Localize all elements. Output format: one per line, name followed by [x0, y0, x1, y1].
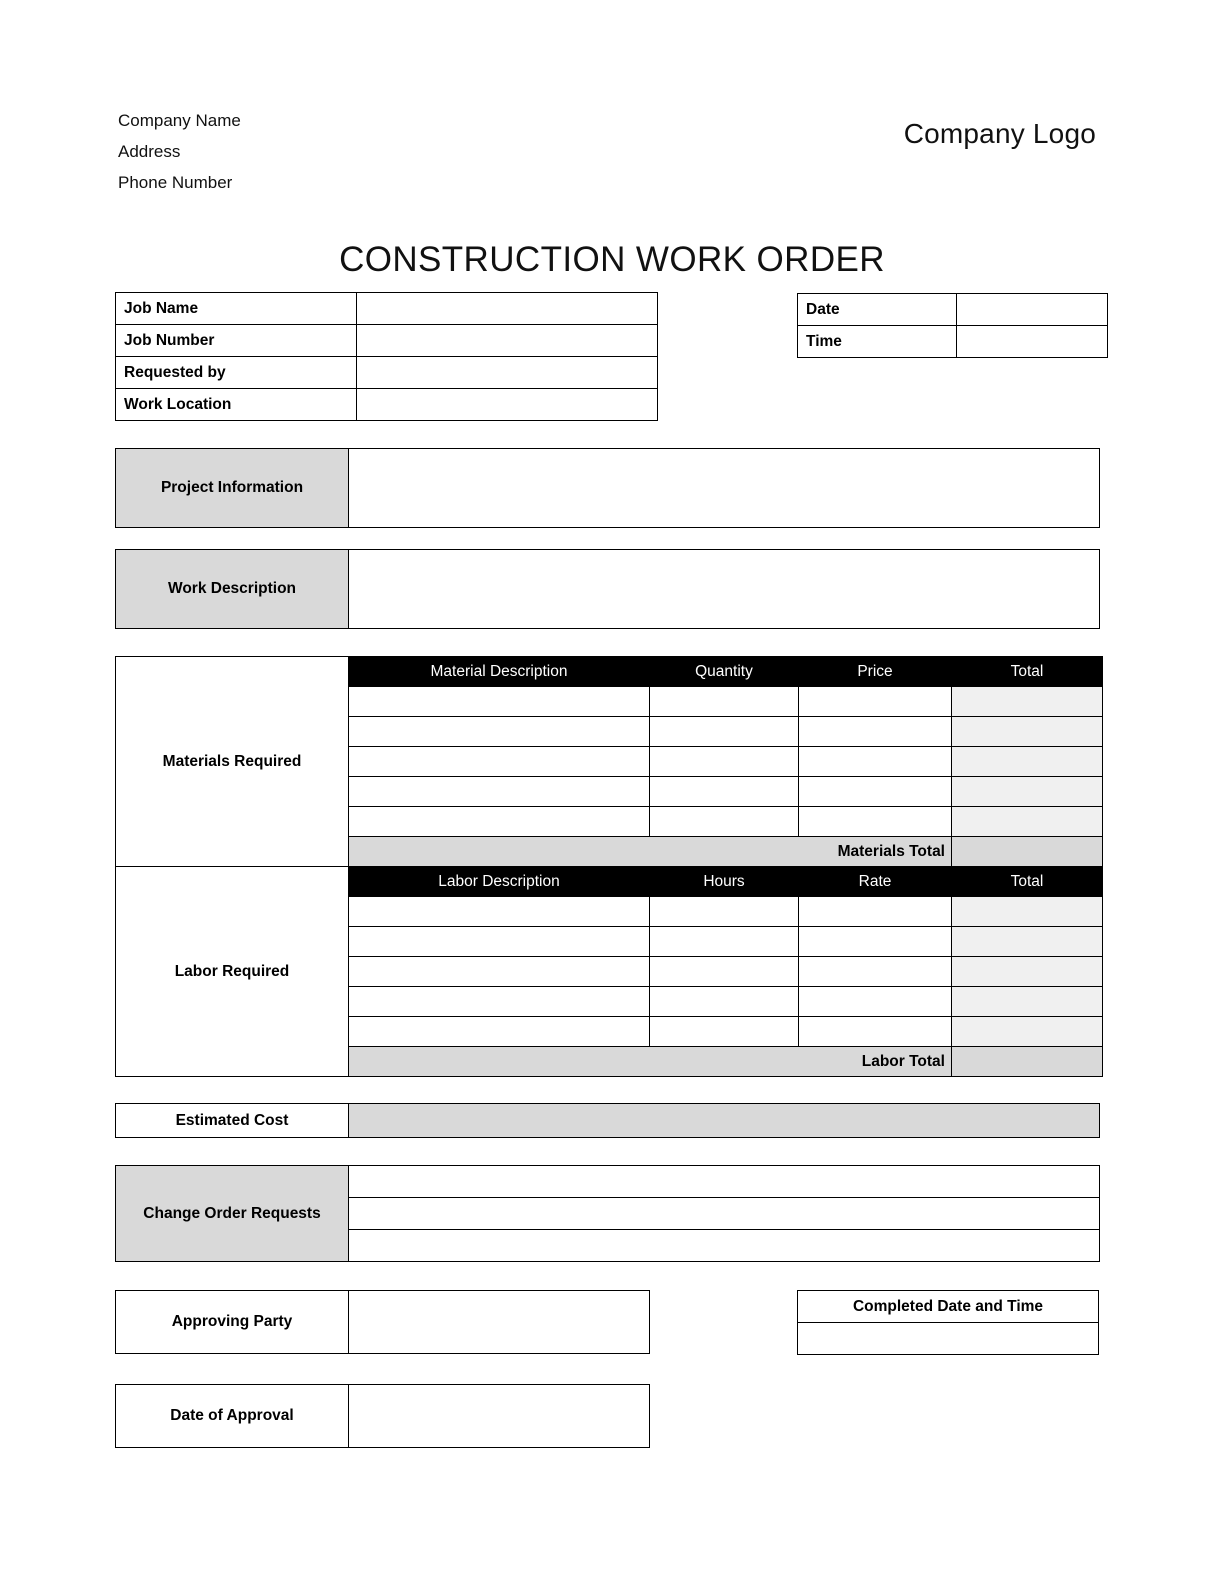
material-quantity-cell[interactable] — [650, 777, 799, 807]
estimated-cost-table — [115, 1103, 1100, 1138]
letterhead — [118, 105, 638, 198]
table-row — [116, 389, 658, 421]
labor-total-cell[interactable] — [952, 927, 1103, 957]
table-row — [116, 1166, 1100, 1198]
date-field[interactable] — [957, 294, 1108, 326]
material-quantity-cell[interactable] — [650, 717, 799, 747]
company-name: Company Name — [118, 111, 241, 130]
materials-col-total: Total — [952, 657, 1103, 687]
table-row — [116, 357, 658, 389]
labor-hours-cell[interactable] — [650, 897, 799, 927]
approving-party-field[interactable] — [349, 1291, 650, 1354]
change-order-line[interactable] — [349, 1166, 1100, 1198]
datetime-table — [797, 293, 1108, 358]
work-location-label: Work Location — [116, 389, 357, 421]
material-total-cell[interactable] — [952, 777, 1103, 807]
labor-required-label: Labor Required — [116, 867, 349, 1077]
job-name-label: Job Name — [116, 293, 357, 325]
completed-datetime-label: Completed Date and Time — [798, 1291, 1099, 1323]
date-of-approval-label: Date of Approval — [116, 1385, 349, 1448]
project-information-table — [115, 448, 1100, 528]
time-field[interactable] — [957, 326, 1108, 358]
materials-total-label: Materials Total — [349, 837, 952, 867]
table-row — [116, 1104, 1100, 1138]
company-logo-placeholder: Company Logo — [903, 118, 1096, 149]
date-of-approval-field[interactable] — [349, 1385, 650, 1448]
labor-total-cell[interactable] — [952, 957, 1103, 987]
material-description-cell[interactable] — [349, 747, 650, 777]
completed-datetime-table — [797, 1290, 1099, 1355]
labor-col-description: Labor Description — [349, 867, 650, 897]
labor-total-label: Labor Total — [349, 1047, 952, 1077]
job-name-field[interactable] — [357, 293, 658, 325]
material-quantity-cell[interactable] — [650, 807, 799, 837]
requested-by-label: Requested by — [116, 357, 357, 389]
material-description-cell[interactable] — [349, 807, 650, 837]
date-label: Date — [798, 294, 957, 326]
material-total-cell[interactable] — [952, 807, 1103, 837]
materials-total-value[interactable] — [952, 837, 1103, 867]
labor-header-row — [116, 867, 1103, 897]
table-row — [116, 449, 1100, 528]
labor-hours-cell[interactable] — [650, 1017, 799, 1047]
table-row — [798, 294, 1108, 326]
labor-total-cell[interactable] — [952, 987, 1103, 1017]
table-row — [798, 326, 1108, 358]
labor-hours-cell[interactable] — [650, 987, 799, 1017]
material-total-cell[interactable] — [952, 717, 1103, 747]
materials-col-description: Material Description — [349, 657, 650, 687]
project-information-field[interactable] — [349, 449, 1100, 528]
company-address: Address — [118, 142, 181, 161]
labor-hours-cell[interactable] — [650, 927, 799, 957]
material-price-cell[interactable] — [799, 807, 952, 837]
labor-rate-cell[interactable] — [799, 957, 952, 987]
material-description-cell[interactable] — [349, 687, 650, 717]
material-total-cell[interactable] — [952, 687, 1103, 717]
approving-party-label: Approving Party — [116, 1291, 349, 1354]
table-row — [116, 1291, 650, 1354]
material-price-cell[interactable] — [799, 777, 952, 807]
materials-header-row — [116, 657, 1103, 687]
estimated-cost-label: Estimated Cost — [116, 1104, 349, 1138]
document-title: CONSTRUCTION WORK ORDER — [339, 240, 885, 279]
requested-by-field[interactable] — [357, 357, 658, 389]
material-price-cell[interactable] — [799, 717, 952, 747]
labor-rate-cell[interactable] — [799, 1017, 952, 1047]
labor-total-cell[interactable] — [952, 897, 1103, 927]
work-description-table — [115, 549, 1100, 629]
change-order-line[interactable] — [349, 1230, 1100, 1262]
labor-hours-cell[interactable] — [650, 957, 799, 987]
materials-required-label: Materials Required — [116, 657, 349, 867]
material-description-cell[interactable] — [349, 717, 650, 747]
labor-description-cell[interactable] — [349, 987, 650, 1017]
material-quantity-cell[interactable] — [650, 687, 799, 717]
table-row — [116, 550, 1100, 629]
material-price-cell[interactable] — [799, 687, 952, 717]
work-location-field[interactable] — [357, 389, 658, 421]
approving-party-table — [115, 1290, 650, 1354]
date-of-approval-table — [115, 1384, 650, 1448]
table-row — [798, 1323, 1099, 1355]
job-info-table — [115, 292, 658, 421]
change-order-line[interactable] — [349, 1198, 1100, 1230]
work-description-label: Work Description — [116, 550, 349, 629]
material-total-cell[interactable] — [952, 747, 1103, 777]
material-description-cell[interactable] — [349, 777, 650, 807]
change-order-requests-table — [115, 1165, 1100, 1262]
table-row — [116, 1385, 650, 1448]
labor-col-total: Total — [952, 867, 1103, 897]
project-information-label: Project Information — [116, 449, 349, 528]
change-order-requests-label: Change Order Requests — [116, 1166, 349, 1262]
work-description-field[interactable] — [349, 550, 1100, 629]
materials-col-price: Price — [799, 657, 952, 687]
labor-rate-cell[interactable] — [799, 927, 952, 957]
labor-col-rate: Rate — [799, 867, 952, 897]
labor-description-cell[interactable] — [349, 897, 650, 927]
labor-rate-cell[interactable] — [799, 987, 952, 1017]
job-number-label: Job Number — [116, 325, 357, 357]
material-quantity-cell[interactable] — [650, 747, 799, 777]
labor-total-cell[interactable] — [952, 1017, 1103, 1047]
material-price-cell[interactable] — [799, 747, 952, 777]
labor-total-value[interactable] — [952, 1047, 1103, 1077]
time-label: Time — [798, 326, 957, 358]
completed-datetime-field[interactable] — [798, 1323, 1099, 1355]
labor-description-cell[interactable] — [349, 957, 650, 987]
table-row — [116, 293, 658, 325]
materials-and-labor-table — [115, 656, 1103, 1077]
labor-description-cell[interactable] — [349, 927, 650, 957]
labor-description-cell[interactable] — [349, 1017, 650, 1047]
labor-rate-cell[interactable] — [799, 897, 952, 927]
company-phone: Phone Number — [118, 173, 233, 192]
table-row — [798, 1291, 1099, 1323]
table-row — [116, 325, 658, 357]
materials-col-quantity: Quantity — [650, 657, 799, 687]
job-number-field[interactable] — [357, 325, 658, 357]
labor-col-hours: Hours — [650, 867, 799, 897]
estimated-cost-field[interactable] — [349, 1104, 1100, 1138]
